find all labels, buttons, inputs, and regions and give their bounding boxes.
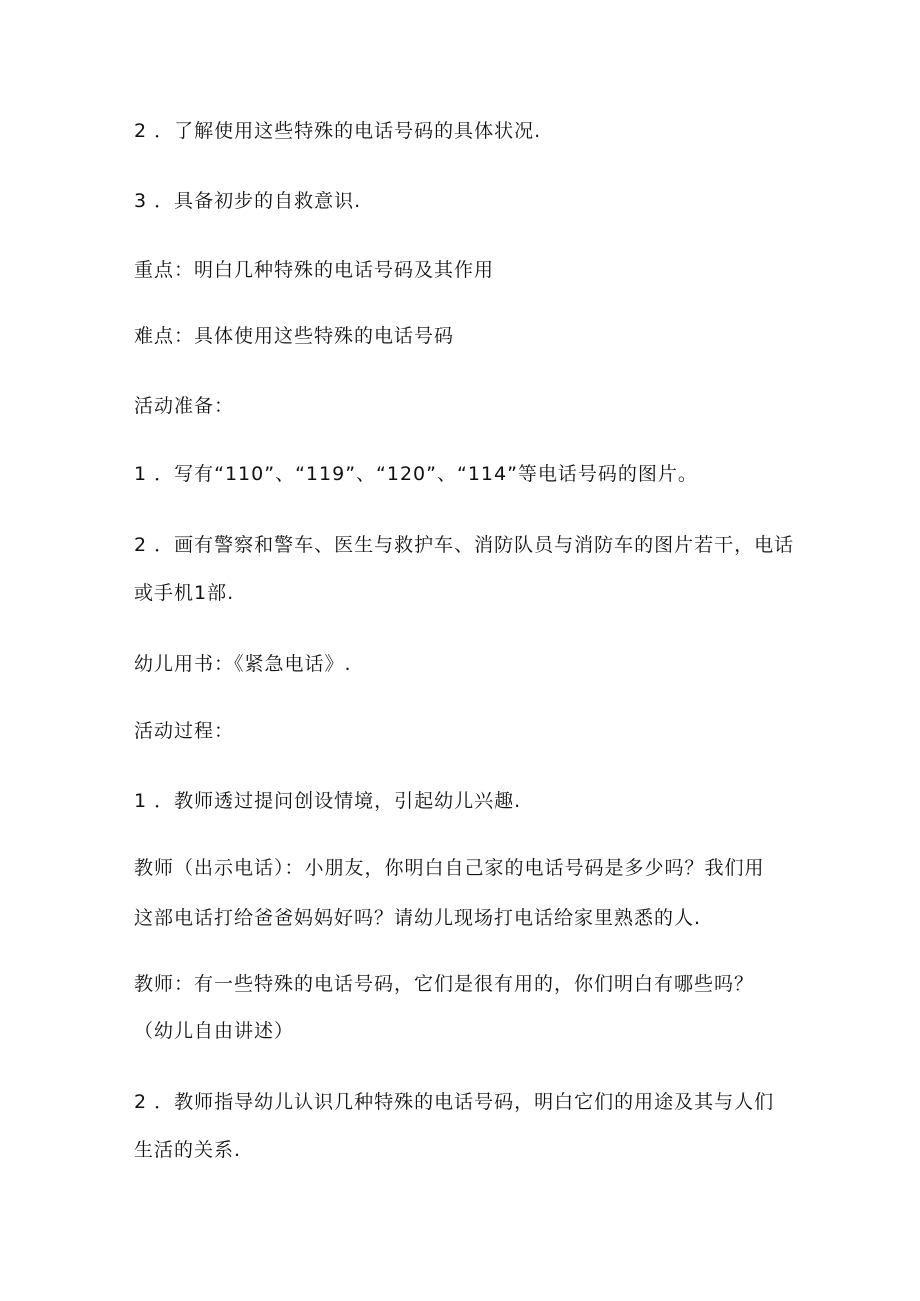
preparation-item-1: 1 ．写有“110”、“119”、“120”、“114”等电话号码的图片。 — [134, 463, 698, 485]
objective-2: 2 ．了解使用这些特殊的电话号码的具体状况. — [134, 120, 542, 142]
difficult-point: 难点：具体使用这些特殊的电话号码 — [134, 325, 455, 347]
teacher-dialogue-2-line-1: 教师：有一些特殊的电话号码，它们是很有用的，你们明白有哪些吗？ — [134, 973, 755, 995]
teacher-dialogue-1-line-1: 教师（出示电话）：小朋友，你明白自己家的电话号码是多少吗？我们用 — [134, 857, 765, 879]
preparation-item-2-line-2: 或手机1部. — [134, 582, 235, 604]
objective-3: 3 ．具备初步的自救意识. — [134, 190, 362, 212]
preparation-item-2-line-1: 2 ．画有警察和警车、医生与救护车、消防队员与消防车的图片若干，电话 — [134, 534, 795, 556]
process-step-2-line-1: 2 ．教师指导幼儿认识几种特殊的电话号码，明白它们的用途及其与人们 — [134, 1091, 775, 1113]
children-book: 幼儿用书：《紧急电话》. — [134, 653, 352, 675]
teacher-dialogue-1-line-2: 这部电话打给爸爸妈妈好吗？请幼儿现场打电话给家里熟悉的人. — [134, 907, 702, 929]
process-step-1: 1 ．教师透过提问创设情境，引起幼儿兴趣. — [134, 790, 522, 812]
process-heading: 活动过程： — [134, 720, 235, 742]
preparation-heading: 活动准备： — [134, 395, 235, 417]
teacher-dialogue-2-line-2: （幼儿自由讲述） — [134, 1020, 295, 1042]
process-step-2-line-2: 生活的关系. — [134, 1139, 242, 1161]
key-point: 重点：明白几种特殊的电话号码及其作用 — [134, 259, 495, 281]
